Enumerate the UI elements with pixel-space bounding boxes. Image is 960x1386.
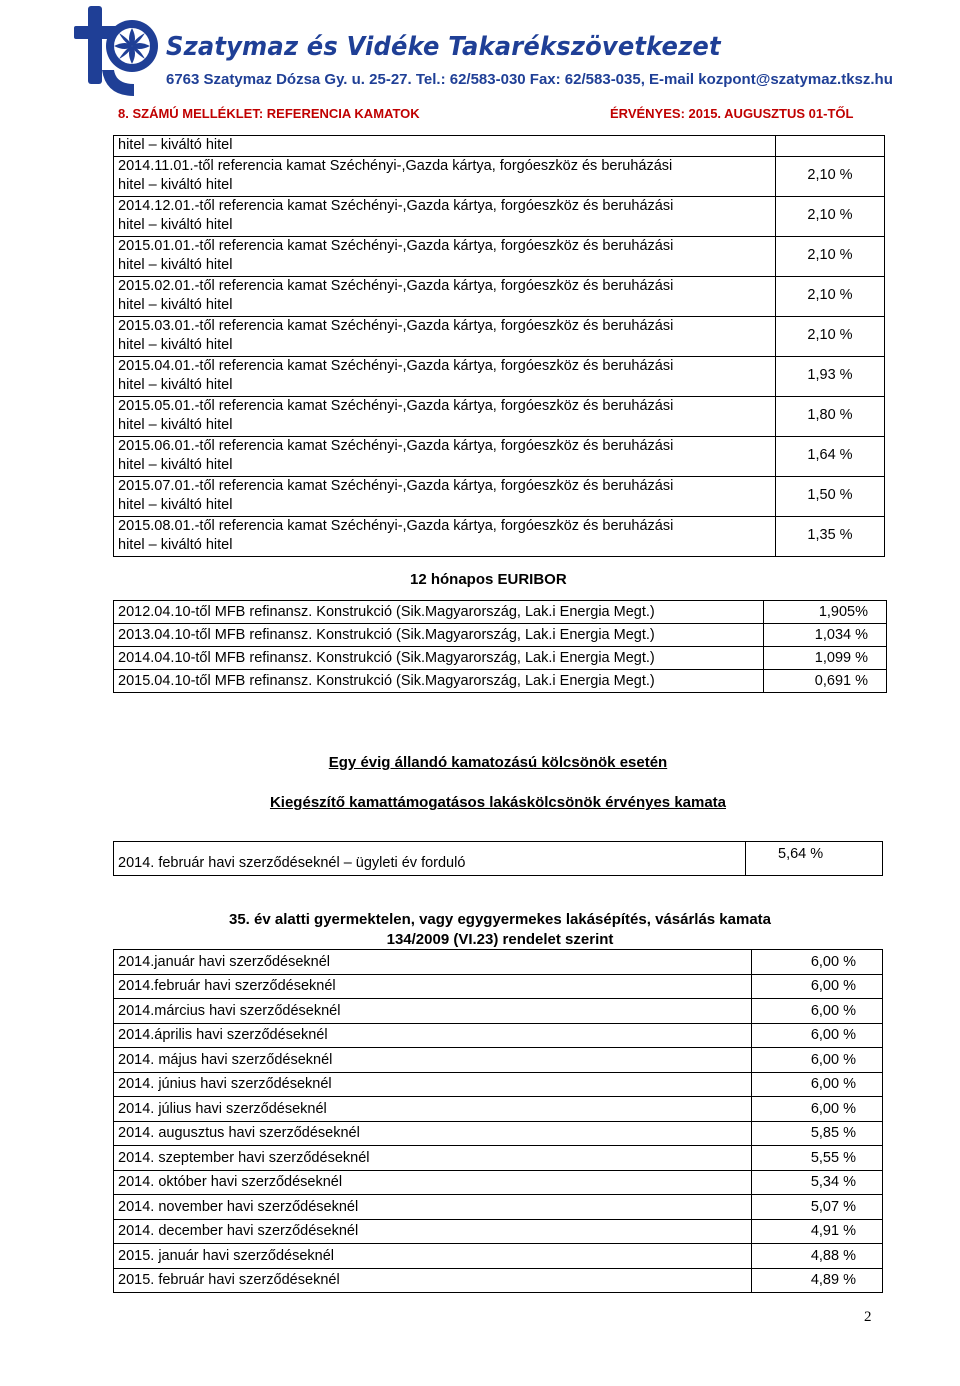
row-label-line-2: hitel – kiváltó hitel <box>118 497 233 513</box>
row-label-line-1: 2015.04.01.-től referencia kamat Széchényi-,Gazda kártya, forgóeszköz és beruházási <box>118 357 674 374</box>
row-label-line-2: hitel – kiváltó hitel <box>118 457 233 473</box>
row-rate: 6,00 % <box>752 950 883 975</box>
row-label <box>114 356 776 396</box>
row-rate: 1,50 % <box>776 476 885 516</box>
annex-title: 8. SZÁMÚ MELLÉKLET: REFERENCIA KAMATOK <box>118 106 420 121</box>
table-row <box>114 1170 883 1195</box>
row-label-line-1: 2015.07.01.-től referencia kamat Széchényi-,Gazda kártya, forgóeszköz és beruházási <box>118 477 674 494</box>
row-label <box>114 316 776 356</box>
row-label-line-2: hitel – kiváltó hitel <box>118 217 233 233</box>
table-row <box>114 1268 883 1293</box>
row-rate: 1,034 % <box>764 624 887 647</box>
continued-row-text: hitel – kiváltó hitel <box>114 136 776 157</box>
row-label: 2014. július havi szerződéseknél <box>114 1097 752 1122</box>
row-rate: 2,10 % <box>776 276 885 316</box>
row-label-line-2: hitel – kiváltó hitel <box>118 417 233 433</box>
table-row <box>114 1219 883 1244</box>
row-label-line-2: hitel – kiváltó hitel <box>118 257 233 273</box>
row-label: 2015. január havi szerződéseknél <box>114 1244 752 1269</box>
row-label-line-2: hitel – kiváltó hitel <box>118 377 233 393</box>
table-row <box>114 974 883 999</box>
row-rate: 1,905% <box>764 601 887 624</box>
table-row <box>114 842 883 876</box>
supplementary-rate-heading: Kiegészítő kamattámogatásos lakáskölcsönök érvényes kamata <box>269 794 727 811</box>
row-label: 2015. február havi szerződéseknél <box>114 1268 752 1293</box>
table-row <box>114 196 885 236</box>
row-label-line-1: 2015.08.01.-től referencia kamat Széchényi-,Gazda kártya, forgóeszköz és beruházási <box>118 517 674 534</box>
table-row <box>114 999 883 1024</box>
young-childless-loan-heading <box>110 910 890 950</box>
row-label: 2014.január havi szerződéseknél <box>114 950 752 975</box>
row-label: 2014. november havi szerződéseknél <box>114 1195 752 1220</box>
table-row <box>114 276 885 316</box>
row-label-line-2: hitel – kiváltó hitel <box>118 337 233 353</box>
row-rate: 1,35 % <box>776 516 885 556</box>
row-label: 2014. május havi szerződéseknél <box>114 1048 752 1073</box>
row-rate: 6,00 % <box>752 1023 883 1048</box>
row-label: 2014.március havi szerződéseknél <box>114 999 752 1024</box>
row-label: 2014. szeptember havi szerződéseknél <box>114 1146 752 1171</box>
row-rate: 2,10 % <box>776 156 885 196</box>
row-label: 2014. október havi szerződéseknél <box>114 1170 752 1195</box>
row-label <box>114 436 776 476</box>
row-rate: 4,89 % <box>752 1268 883 1293</box>
row-label <box>114 196 776 236</box>
table-row <box>114 624 887 647</box>
row-rate: 6,00 % <box>752 1072 883 1097</box>
heading-line-2: 134/2009 (VI.23) rendelet szerint <box>386 931 614 948</box>
row-rate: 5,55 % <box>752 1146 883 1171</box>
table-row <box>114 1121 883 1146</box>
table-row <box>114 950 883 975</box>
table-row <box>114 1146 883 1171</box>
row-rate: 5,34 % <box>752 1170 883 1195</box>
row-label: 2014.április havi szerződéseknél <box>114 1023 752 1048</box>
table-row <box>114 1023 883 1048</box>
table-row <box>114 136 885 157</box>
table-row <box>114 516 885 556</box>
continued-row-rate <box>776 136 885 157</box>
row-label: 2014. június havi szerződéseknél <box>114 1072 752 1097</box>
row-rate: 2,10 % <box>776 316 885 356</box>
heading-line-1: 35. év alatti gyermektelen, vagy egygyermekes lakásépítés, vásárlás kamata <box>228 911 771 928</box>
table-row <box>114 1097 883 1122</box>
row-label-line-1: 2015.02.01.-től referencia kamat Széchényi-,Gazda kártya, forgóeszköz és beruházási <box>118 277 674 294</box>
row-label-line-1: 2015.01.01.-től referencia kamat Széchényi-,Gazda kártya, forgóeszköz és beruházási <box>118 237 674 254</box>
row-label-line-1: 2014.12.01.-től referencia kamat Széchényi-,Gazda kártya, forgóeszköz és beruházási <box>118 197 674 214</box>
bank-address: 6763 Szatymaz Dózsa Gy. u. 25-27. Tel.: 62/583-030 Fax: 62/583-035, E-mail kozpont@szatymaz.tksz.hu <box>166 71 893 88</box>
row-rate: 1,64 % <box>776 436 885 476</box>
row-label-line-1: 2015.06.01.-től referencia kamat Széchényi-,Gazda kártya, forgóeszköz és beruházási <box>118 437 674 454</box>
page-number: 2 <box>864 1309 872 1325</box>
row-rate: 1,93 % <box>776 356 885 396</box>
row-label: 2013.04.10-től MFB refinansz. Konstrukció (Sik.Magyarország, Lak.i Energia Megt.) <box>114 624 764 647</box>
row-label: 2014. augusztus havi szerződéseknél <box>114 1121 752 1146</box>
reference-rate-table <box>113 135 885 557</box>
table-row <box>114 1244 883 1269</box>
row-rate: 6,00 % <box>752 1048 883 1073</box>
savings-cooperative-logo-icon <box>72 4 168 104</box>
table-row <box>114 670 887 693</box>
row-label: 2014.február havi szerződéseknél <box>114 974 752 999</box>
row-rate: 5,07 % <box>752 1195 883 1220</box>
row-label: 2015.04.10-től MFB refinansz. Konstrukció (Sik.Magyarország, Lak.i Energia Megt.) <box>114 670 764 693</box>
table-row <box>114 436 885 476</box>
row-label-line-2: hitel – kiváltó hitel <box>118 177 233 193</box>
row-label: 2014. február havi szerződéseknél – ügyleti év forduló <box>114 842 746 876</box>
table-row <box>114 156 885 196</box>
row-label-line-1: 2015.03.01.-től referencia kamat Széchényi-,Gazda kártya, forgóeszköz és beruházási <box>118 317 674 334</box>
row-label: 2014.04.10-től MFB refinansz. Konstrukció (Sik.Magyarország, Lak.i Energia Megt.) <box>114 647 764 670</box>
row-label-line-1: 2015.05.01.-től referencia kamat Széchényi-,Gazda kártya, forgóeszköz és beruházási <box>118 397 674 414</box>
row-rate: 5,85 % <box>752 1121 883 1146</box>
row-rate: 1,80 % <box>776 396 885 436</box>
row-rate: 2,10 % <box>776 236 885 276</box>
row-rate: 6,00 % <box>752 974 883 999</box>
table-row <box>114 647 887 670</box>
table-row <box>114 316 885 356</box>
table-row <box>114 1048 883 1073</box>
row-label: 2014. december havi szerződéseknél <box>114 1219 752 1244</box>
table-row <box>114 1072 883 1097</box>
table-row <box>114 601 887 624</box>
row-label <box>114 276 776 316</box>
row-label <box>114 156 776 196</box>
row-label <box>114 236 776 276</box>
table-row <box>114 1195 883 1220</box>
euribor-table <box>113 600 887 693</box>
bank-name: Szatymaz és Vidéke Takarékszövetkezet <box>166 32 721 62</box>
row-label <box>114 516 776 556</box>
row-rate: 0,691 % <box>764 670 887 693</box>
valid-from-date: ÉRVÉNYES: 2015. AUGUSZTUS 01-TŐL <box>610 106 854 121</box>
row-label: 2012.04.10-től MFB refinansz. Konstrukció (Sik.Magyarország, Lak.i Energia Megt.) <box>114 601 764 624</box>
supplementary-rate-table <box>113 841 883 876</box>
table-row <box>114 476 885 516</box>
table-row <box>114 356 885 396</box>
row-label-line-2: hitel – kiváltó hitel <box>118 537 233 553</box>
row-label <box>114 396 776 436</box>
row-label-line-1: 2014.11.01.-től referencia kamat Széchényi-,Gazda kártya, forgóeszköz és beruházási <box>118 157 673 174</box>
row-rate: 5,64 % <box>746 842 883 876</box>
row-rate: 4,88 % <box>752 1244 883 1269</box>
row-label-line-2: hitel – kiváltó hitel <box>118 297 233 313</box>
row-rate: 1,099 % <box>764 647 887 670</box>
row-label <box>114 476 776 516</box>
row-rate: 6,00 % <box>752 1097 883 1122</box>
row-rate: 6,00 % <box>752 999 883 1024</box>
euribor-heading: 12 hónapos EURIBOR <box>410 571 567 588</box>
row-rate: 4,91 % <box>752 1219 883 1244</box>
fixed-rate-heading: Egy évig állandó kamatozású kölcsönök esetén <box>328 754 668 771</box>
table-row <box>114 236 885 276</box>
table-row <box>114 396 885 436</box>
monthly-rate-table <box>113 949 883 1293</box>
row-rate: 2,10 % <box>776 196 885 236</box>
